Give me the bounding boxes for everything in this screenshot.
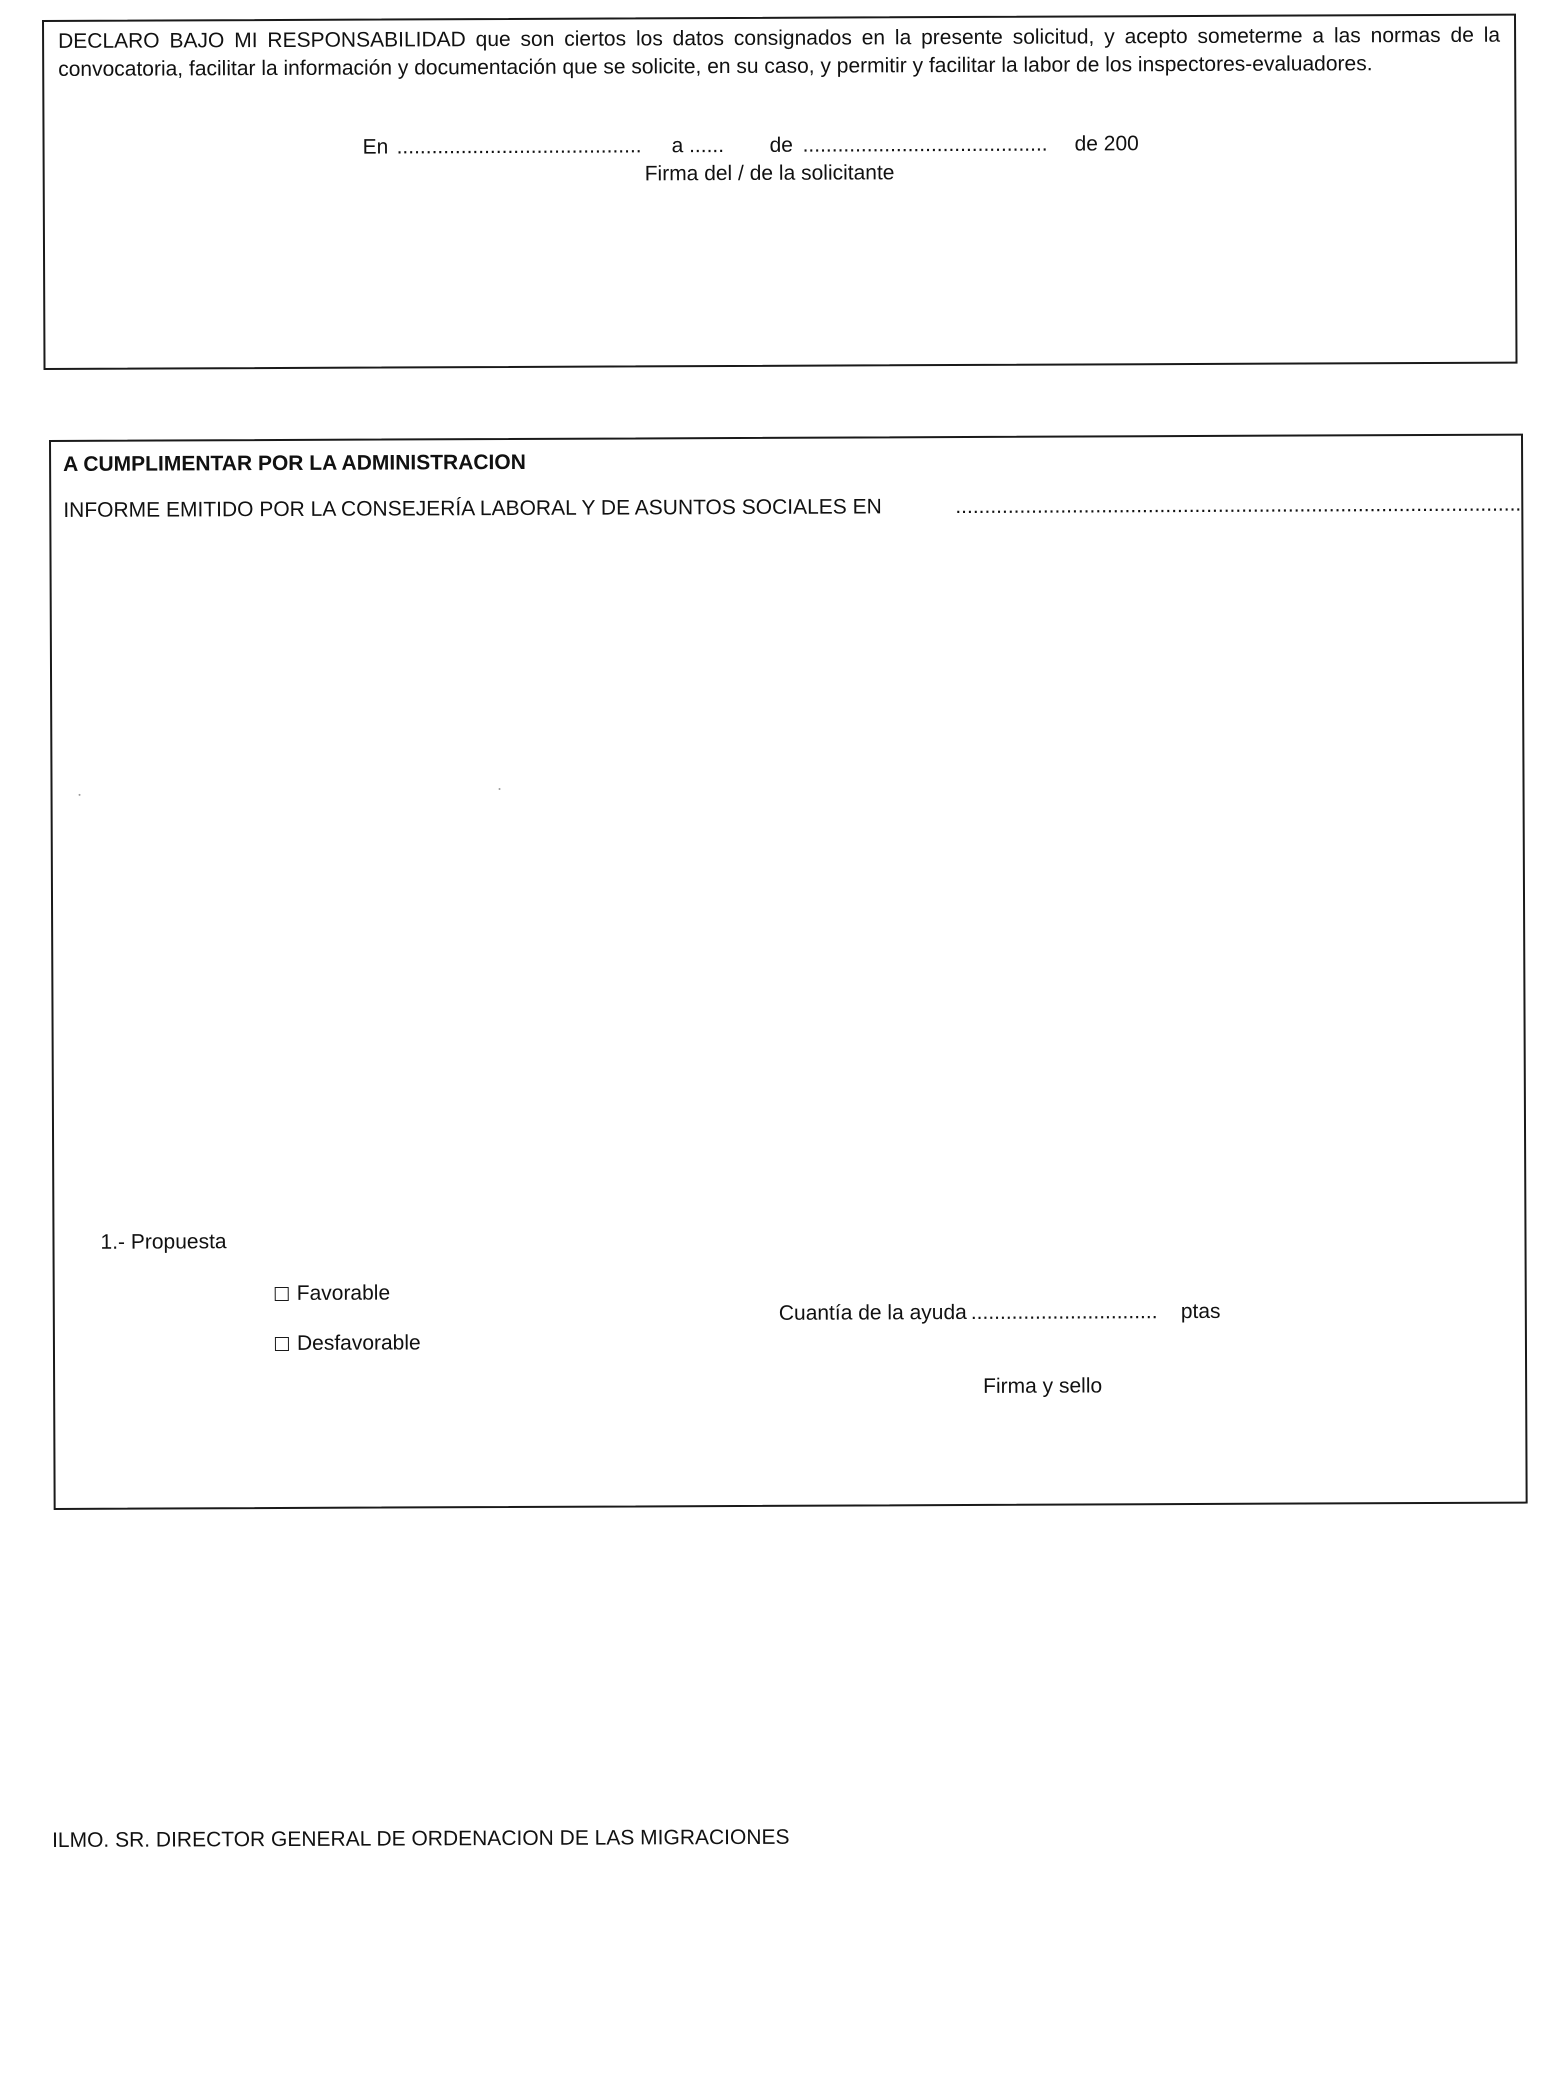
year-field[interactable]: de 200 xyxy=(1074,132,1139,156)
speck-mark xyxy=(79,794,81,796)
proposal-label: 1.- Propuesta xyxy=(100,1230,227,1254)
stamp-label: Firma y sello xyxy=(983,1374,1103,1398)
date-de-label: de xyxy=(769,133,793,157)
day-field[interactable]: a ...... xyxy=(671,134,725,158)
favorable-checkbox[interactable] xyxy=(275,1287,289,1301)
date-en-label: En xyxy=(362,135,389,159)
unfavorable-option[interactable] xyxy=(275,1332,421,1354)
declaration-text: DECLARO BAJO MI RESPONSABILIDAD que son ciertos los datos consignados en la presente solicitud, y acepto someterme a las normas de la convocatoria, facilitar la información y documentación que se solicite, en su caso, y permitir y facilitar la labor de los inspectores-evaluadores. xyxy=(58,23,1501,81)
unfavorable-label: Desfavorable xyxy=(296,1331,421,1355)
declaration-section xyxy=(42,14,1518,370)
report-label: INFORME EMITIDO POR LA CONSEJERÍA LABORAL Y DE ASUNTOS SOCIALES EN xyxy=(63,495,882,522)
admin-heading: A CUMPLIMENTAR POR LA ADMINISTRACION xyxy=(63,450,526,476)
amount-unit: ptas xyxy=(1180,1299,1221,1324)
applicant-signature-label: Firma del / de la solicitante xyxy=(644,161,895,186)
speck-mark xyxy=(499,788,501,790)
place-field[interactable]: .......................................... xyxy=(396,134,642,159)
favorable-label: Favorable xyxy=(296,1281,391,1305)
favorable-option[interactable] xyxy=(275,1283,390,1305)
administration-section xyxy=(49,434,1528,1510)
amount-field[interactable]: ................................ xyxy=(970,1300,1158,1324)
report-location-field[interactable]: ................................................................................................. xyxy=(955,492,1522,519)
month-field[interactable]: .......................................... xyxy=(802,132,1048,157)
unfavorable-checkbox[interactable] xyxy=(275,1337,289,1351)
addressee-line: ILMO. SR. DIRECTOR GENERAL DE ORDENACION DE LAS MIGRACIONES xyxy=(51,1825,790,1852)
amount-label: Cuantía de la ayuda xyxy=(778,1301,967,1325)
